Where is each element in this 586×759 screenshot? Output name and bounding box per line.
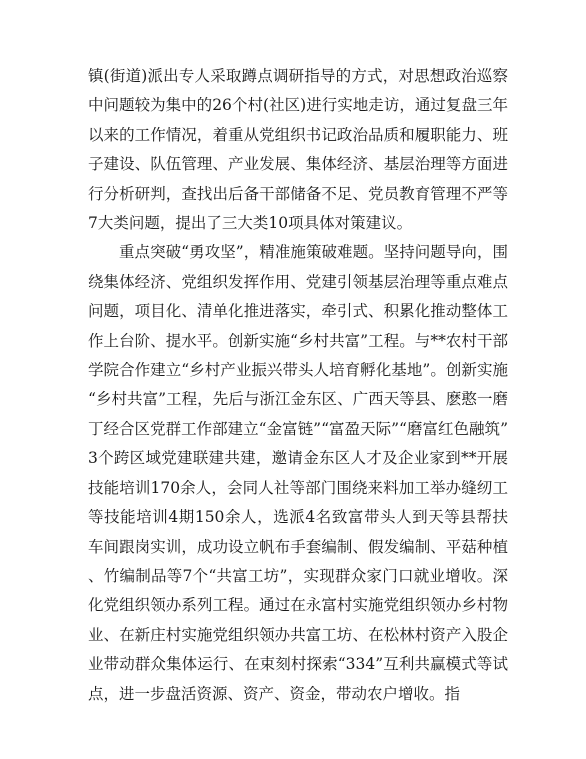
paragraph-2: 重点突破“勇攻坚”，精准施策破难题。坚持问题导向，围绕集体经济、党组织发挥作用、党建引领基层治理等重点难点问题，项目化、清单化推进落实，牵引式、积累化推动整体工作上台阶、提水平。创新实施“乡村共富”工程。与**农村干部学院合作建立“乡村产业振兴带头人培育孵化基地”。创新实施“乡村共富”工程，先后与浙江金东区、广西天等县、麽憨一磨丁经合区党群工作部建立“金富链”“富盈天际”“磨富红色融筑”3个跨区域党建联建共建，邀请金东区人才及企业家到**开展技能培训170余人，会同人社等部门围绕来料加工举办缝纫工等技能培训4期150余人，选派4名致富带头人到天等县帮扶车间跟岗实训，成功设立帆布手套编制、假发编制、平菇种植、竹编制品等7个“共富工坊”，实现群众家门口就业增收。深化党组织领办系列工程。通过在永富村实施党组织领办乡村物业、在新庄村实施党组织领办共富工坊、在松林村资产入股企业带动群众集体运行、在束刻村探索“334”互利共赢模式等试点，进一步盘活资源、资产、资金，带动农户增收。指 [88,243,508,703]
paragraph-1: 镇(街道)派出专人采取蹲点调研指导的方式，对思想政治巡察中问题较为集中的26个村(社区)进行实地走访，通过复盘三年以来的工作情况，着重从党组织书记政治品质和履职能力、班子建设、队伍管理、产业发展、集体经济、基层治理等方面进行分析研判，查找出后备干部储备不足、党员教育管理不严等7大类问题，提出了三大类10项具体对策建议。 [88,67,508,233]
body-text [88,62,508,709]
